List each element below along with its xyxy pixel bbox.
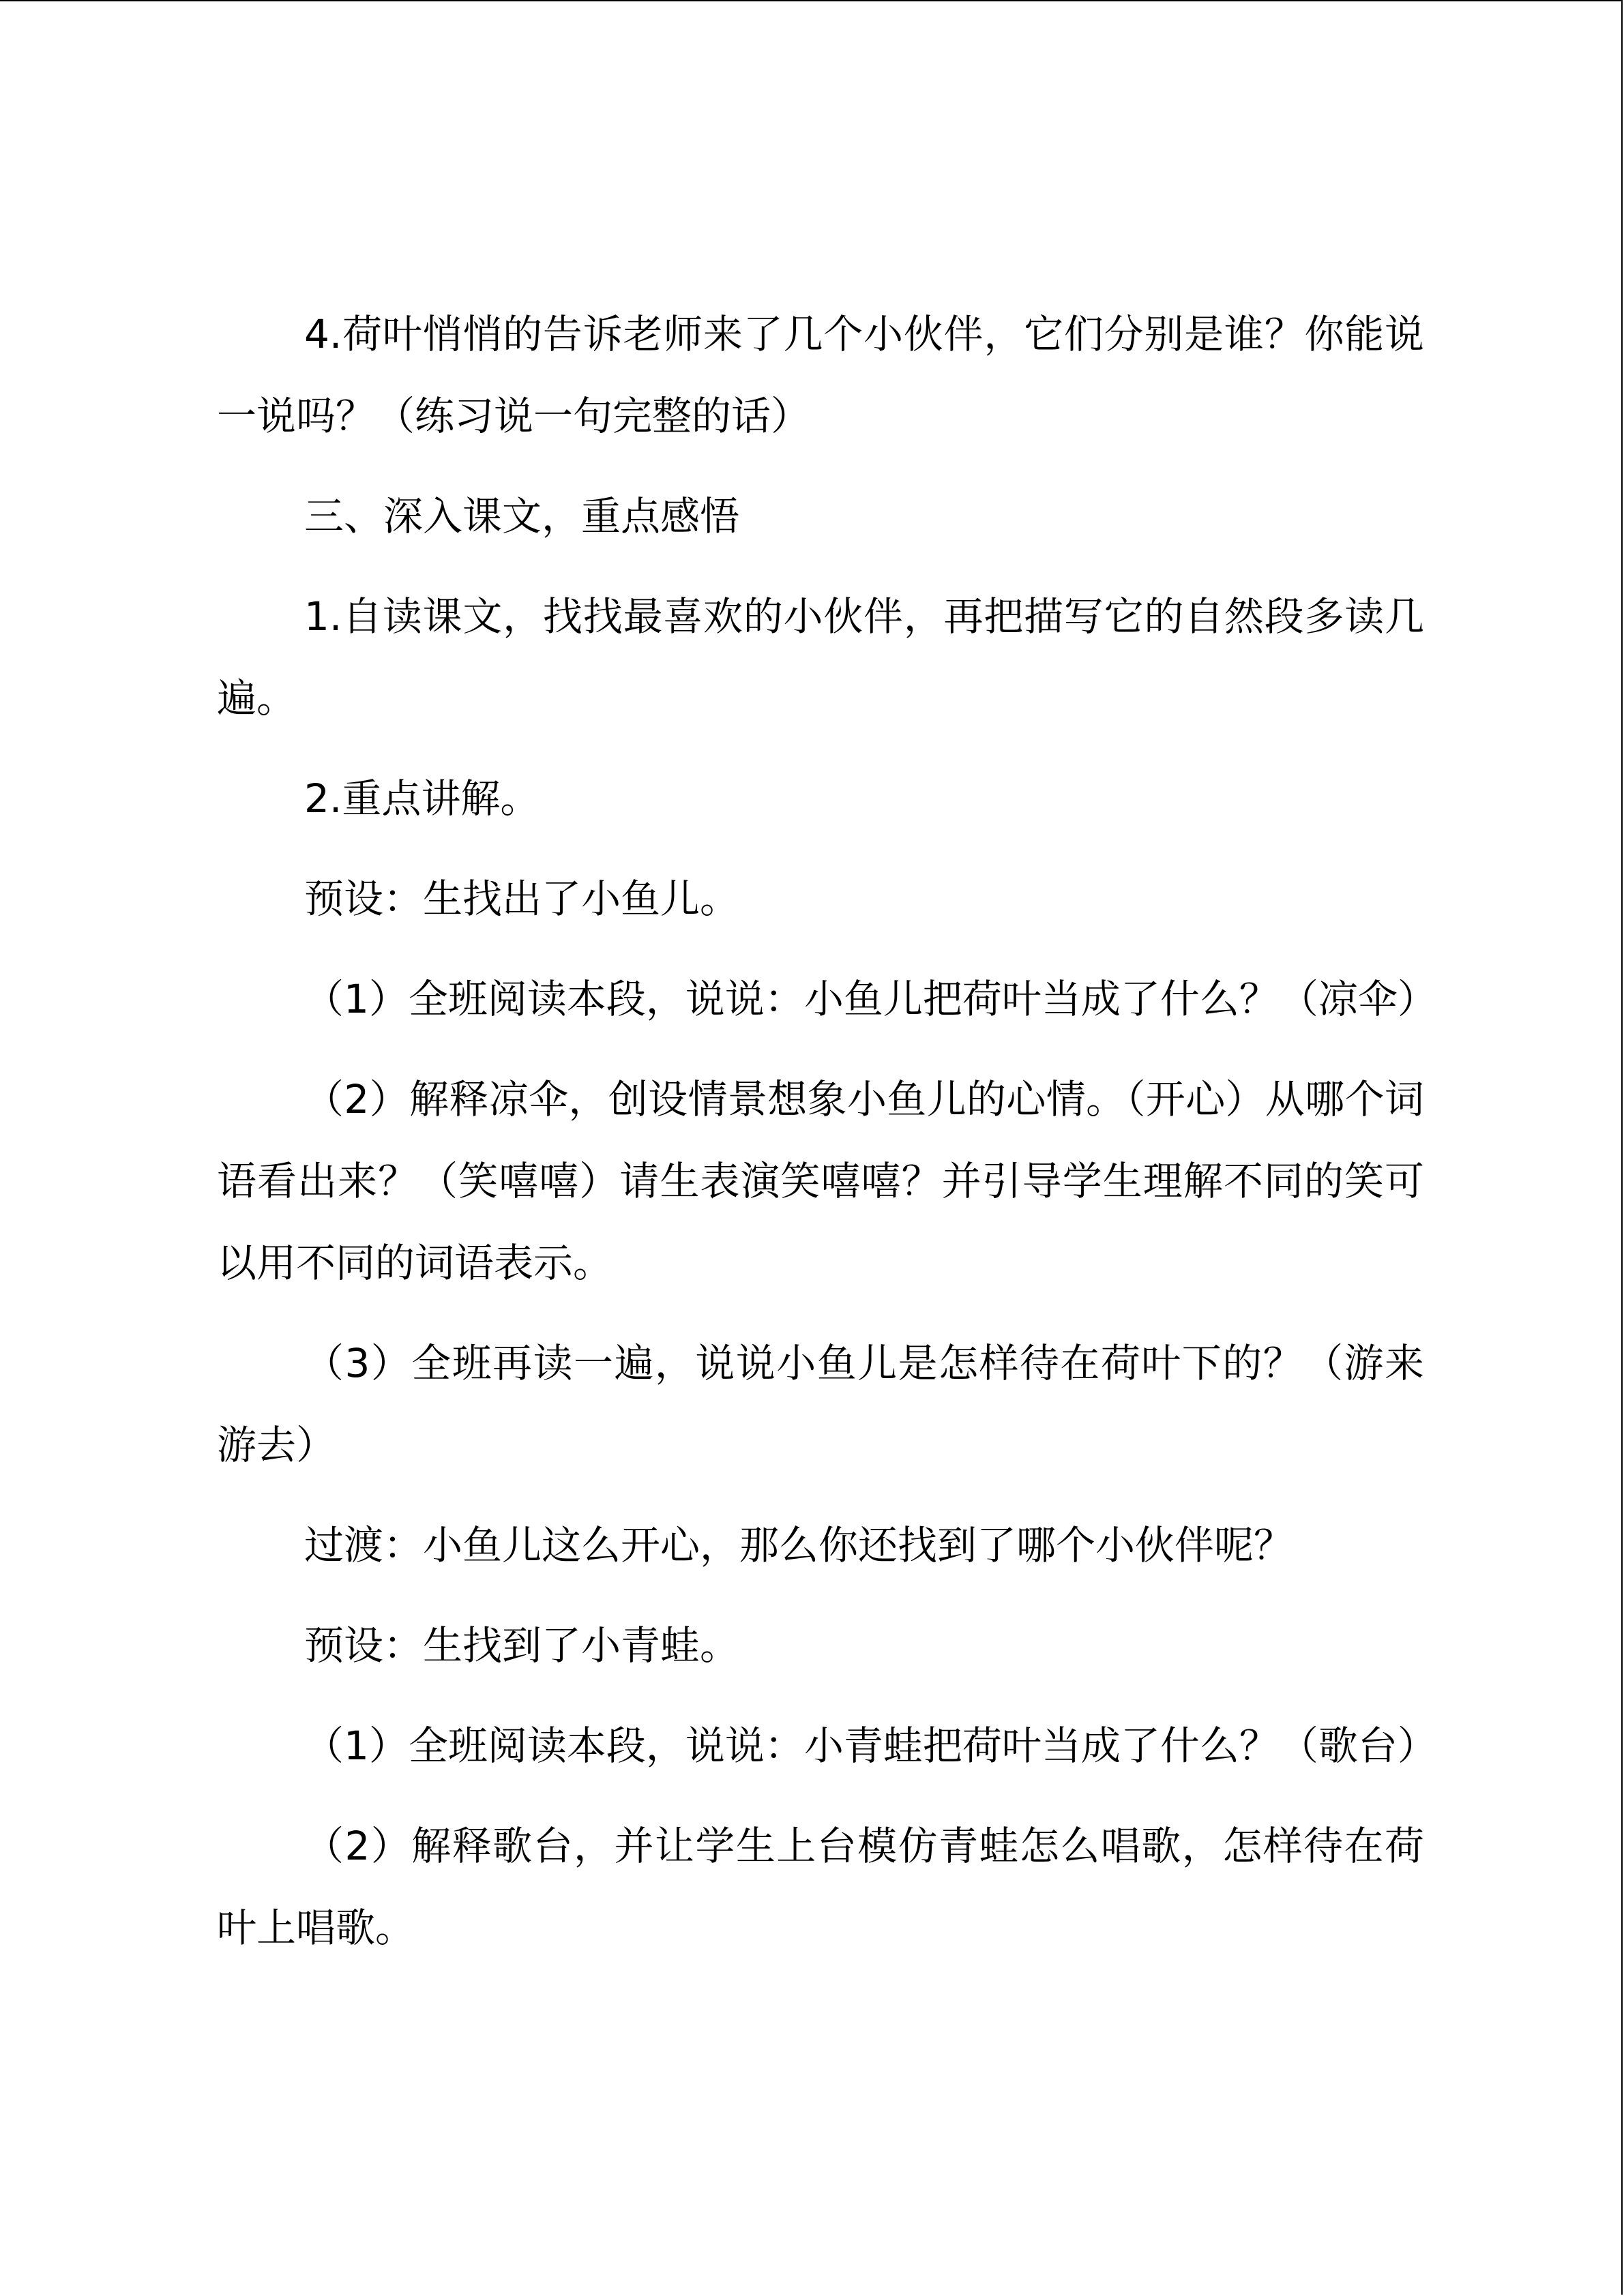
paragraph-transition: 过渡：小鱼儿这么开心，那么你还找到了哪个小伙伴呢？	[304, 1522, 1294, 1568]
paragraph-question-4: 4.荷叶悄悄的告诉老师来了几个小伙伴，它们分别是谁？你能说一说吗？（练习说一句完整的话）	[217, 311, 1424, 439]
paragraph-frog-2: （2）解释歌台，并让学生上台模仿青蛙怎么唱歌，怎样待在荷叶上唱歌。	[217, 1823, 1424, 1951]
paragraph-frog-1: （1）全班阅读本段，说说：小青蛙把荷叶当成了什么？（歌台）	[304, 1723, 1437, 1769]
paragraph-fish-1: （1）全班阅读本段，说说：小鱼儿把荷叶当成了什么？（凉伞）	[304, 976, 1437, 1022]
paragraph-step-2: 2.重点讲解。	[304, 775, 540, 822]
document-body	[217, 293, 1437, 1987]
section-heading-3: 三、深入课文，重点感悟	[304, 493, 740, 539]
paragraph-fish-2: （2）解释凉伞，创设情景想象小鱼儿的心情。（开心）从哪个词语看出来？（笑嘻嘻）请生表演笑嘻嘻？并引导学生理解不同的笑可以用不同的词语表示。	[217, 1076, 1424, 1286]
paragraph-fish-3: （3）全班再读一遍，说说小鱼儿是怎样待在荷叶下的？（游来游去）	[217, 1340, 1424, 1468]
paragraph-preset-fish: 预设：生找出了小鱼儿。	[304, 876, 740, 922]
paragraph-step-1: 1.自读课文，找找最喜欢的小伙伴，再把描写它的自然段多读几遍。	[217, 593, 1424, 721]
paragraph-preset-frog: 预设：生找到了小青蛙。	[304, 1622, 740, 1669]
